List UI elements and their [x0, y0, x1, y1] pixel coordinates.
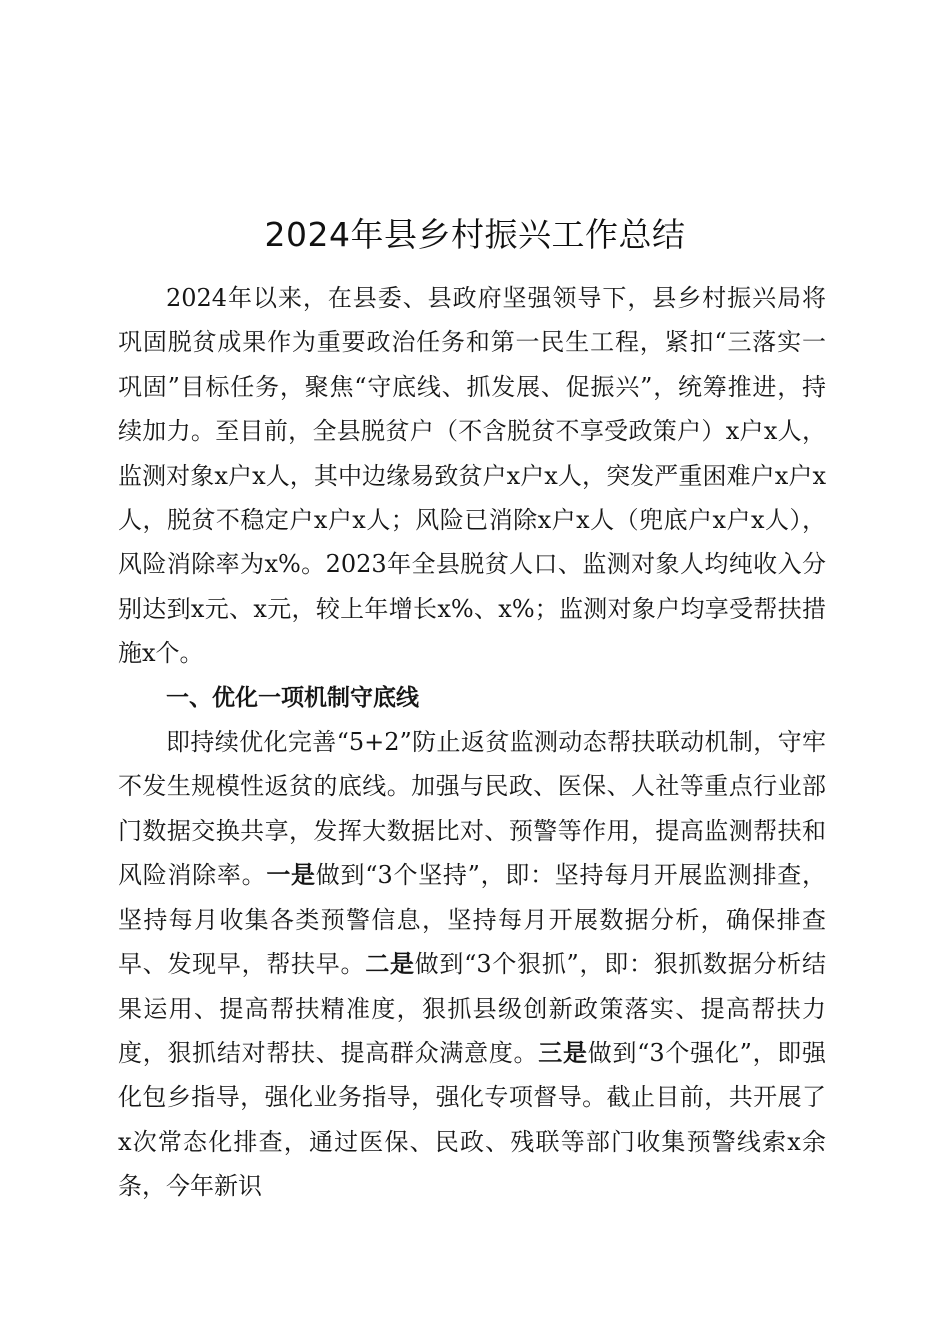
bold-marker: 三是 [538, 1038, 588, 1067]
paragraph-text: 做到“3个狠抓”，即：狠抓数据分析结果运用、提高帮扶精准度，狠抓县级创新政策落实、提高帮扶力度，狠抓结对帮扶、提高群众满意度。 [118, 950, 827, 1067]
document-title: 2024年县乡村振兴工作总结 [264, 215, 686, 254]
section-paragraph [118, 720, 826, 1208]
document-body [118, 276, 826, 1209]
paragraph-text: 即持续优化完善“5+2”防止返贫监测动态帮扶联动机制，守牢不发生规模性返贫的底线。加强与民政、医保、人社等重点行业部门数据交换共享，发挥大数据比对、预警等作用，提高监测帮扶和风险消除率。 [118, 728, 826, 890]
section-heading: 一、优化一项机制守底线 [166, 684, 419, 711]
bold-marker: 二是 [365, 950, 415, 979]
paragraph-text: 做到“3个坚持”，即：坚持每月开展监测排查，坚持每月收集各类预警信息，坚持每月开展数据分析，确保排查早、发现早，帮扶早。 [118, 861, 827, 979]
paragraph-text: 做到“3个强化”，即强化包乡指导，强化业务指导，强化专项督导。截止目前，共开展了x次常态化排查，通过医保、民政、残联等部门收集预警线索x余条，今年新识 [118, 1038, 827, 1201]
intro-paragraph: 2024年以来，在县委、县政府坚强领导下，县乡村振兴局将巩固脱贫成果作为重要政治任务和第一民生工程，紧扣“三落实一巩固”目标任务，聚焦“守底线、抓发展、促振兴”，统筹推进，持续加力。至目前，全县脱贫户（不含脱贫不享受政策户）x户x人，监测对象x户x人，其中边缘易致贫户x户x人，突发严重困难户x户x人，脱贫不稳定户x户x人；风险已消除x户x人（兜底户x户x人），风险消除率为x%。2023年全县脱贫人口、监测对象人均纯收入分别达到x元、x元，较上年增长x%、x%；监测对象户均享受帮扶措施x个。 [118, 284, 826, 668]
bold-marker: 一是 [266, 861, 316, 890]
